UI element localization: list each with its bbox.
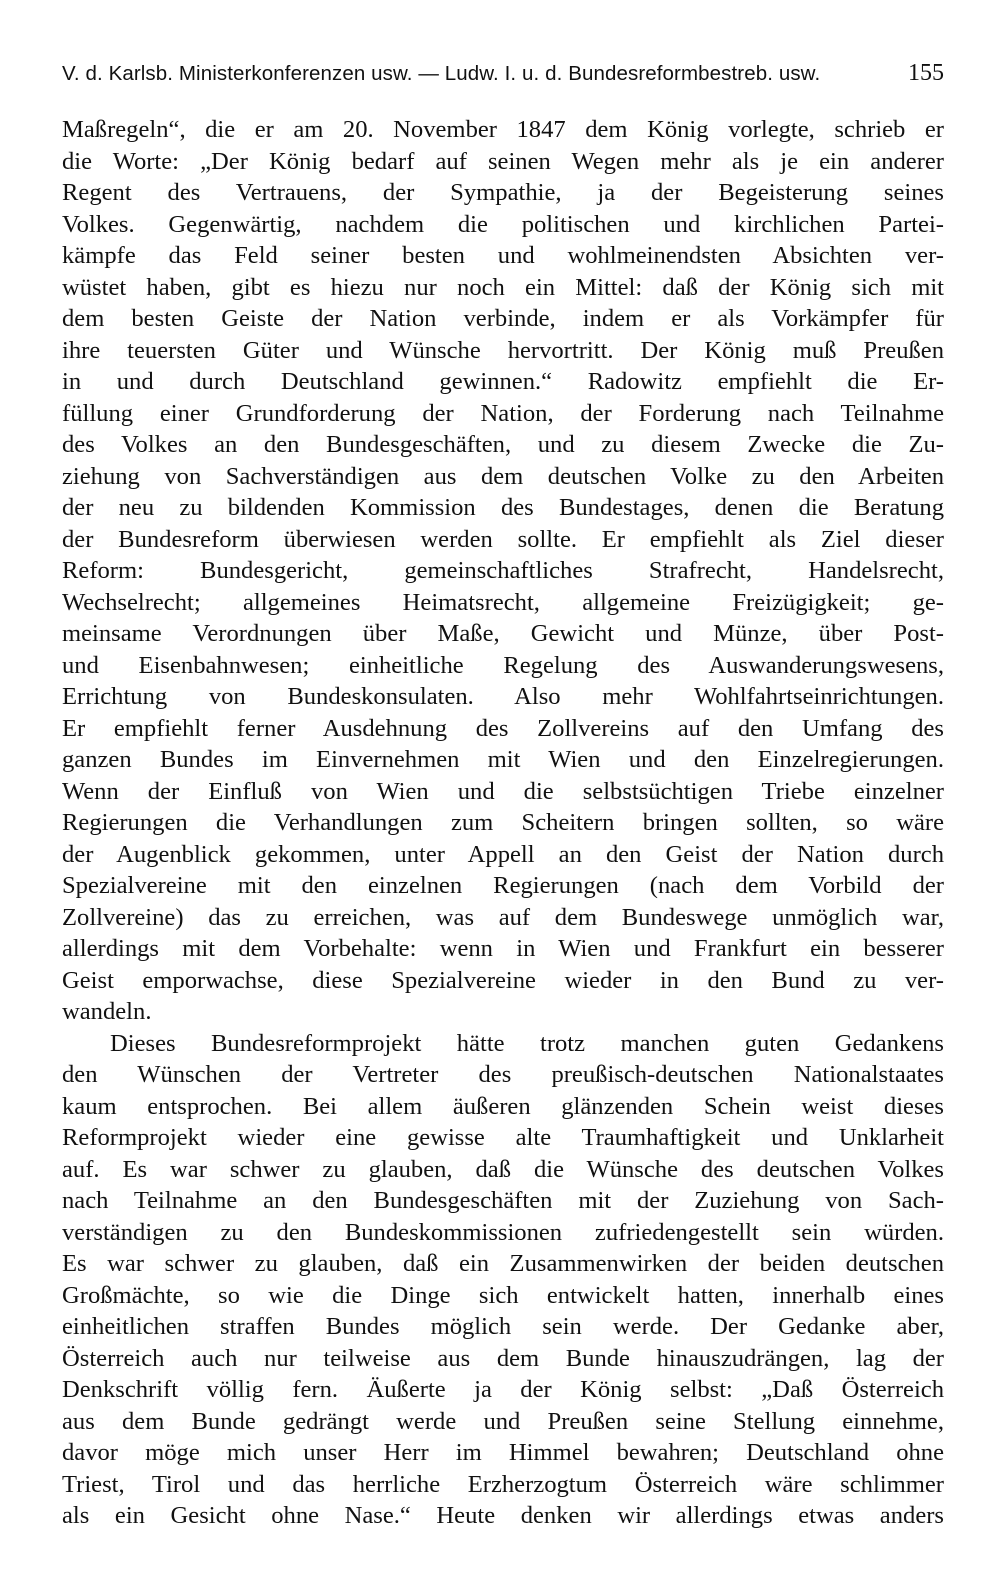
text-line: der Bundesreform überwiesen werden sollte. Er empfiehlt als Ziel dieser (62, 525, 944, 553)
text-line: Maßregeln“, die er am 20. November 1847 dem König vorlegte, schrieb er (62, 116, 944, 143)
text-line: füllung einer Grundforderung der Nation, der Forderung nach Teilnahme (62, 399, 944, 427)
text-line: der Augenblick gekommen, unter Appell an den Geist der Nation durch (62, 840, 944, 868)
text-line: Reform: Bundesgericht, gemeinschaftliches Strafrecht, Handelsrecht, (62, 557, 944, 584)
text-line: Wenn der Einfluß von Wien und die selbstsüchtigen Triebe einzelner (62, 777, 944, 805)
text-line: einheitlichen straffen Bundes möglich sein werde. Der Gedanke aber, (62, 1313, 944, 1340)
text-line: Österreich auch nur teilweise aus dem Bunde hinauszudrängen, lag der (62, 1344, 944, 1372)
text-line: ihre teuersten Güter und Wünsche hervortritt. Der König muß Preußen (62, 336, 944, 364)
text-line: Errichtung von Bundeskonsulaten. Also mehr Wohlfahrtseinrichtungen. (62, 683, 944, 710)
text-line: den Wünschen der Vertreter des preußisch-deutschen Nationalstaates (62, 1061, 944, 1088)
text-line: Es war schwer zu glauben, daß ein Zusammenwirken der beiden deutschen (62, 1250, 944, 1277)
text-line: Regierungen die Verhandlungen zum Scheitern bringen sollten, so wäre (62, 809, 944, 836)
text-line: aus dem Bunde gedrängt werde und Preußen seine Stellung einnehme, (62, 1407, 944, 1435)
text-line: kaum entsprochen. Bei allem äußeren glänzenden Schein weist dieses (62, 1092, 944, 1120)
text-line: wandeln. (62, 998, 152, 1025)
text-line: und Eisenbahnwesen; einheitliche Regelung des Auswanderungswesens, (62, 651, 944, 679)
running-header (62, 60, 942, 100)
text-line: verständigen zu den Bundeskommissionen zufriedengestellt sein würden. (62, 1218, 944, 1246)
text-line: davor möge mich unser Herr im Himmel bewahren; Deutschland ohne (62, 1439, 944, 1466)
text-line: dem besten Geiste der Nation verbinde, indem er als Vorkämpfer für (62, 305, 944, 332)
paragraph-2 (62, 1028, 944, 1532)
text-line: Spezialvereine mit den einzelnen Regierungen (nach dem Vorbild der (62, 872, 944, 899)
text-line: Volkes. Gegenwärtig, nachdem die politischen und kirchlichen Partei- (62, 210, 944, 238)
text-line: meinsame Verordnungen über Maße, Gewicht und Münze, über Post- (62, 620, 944, 647)
text-line: wüstet haben, gibt es hiezu nur noch ein Mittel: daß der König sich mit (62, 273, 944, 301)
text-line: Dieses Bundesreformprojekt hätte trotz manchen guten Gedankens (110, 1029, 944, 1057)
text-line: der neu zu bildenden Kommission des Bundestages, denen die Beratung (62, 494, 944, 521)
text-line: des Volkes an den Bundesgeschäften, und zu diesem Zwecke die Zu- (62, 431, 944, 458)
text-line: in und durch Deutschland gewinnen.“ Radowitz empfiehlt die Er- (62, 368, 944, 395)
text-line: Er empfiehlt ferner Ausdehnung des Zollvereins auf den Umfang des (62, 714, 944, 742)
text-body (62, 114, 944, 1532)
text-line: nach Teilnahme an den Bundesgeschäften mit der Zuziehung von Sach- (62, 1187, 944, 1214)
paragraph-1 (62, 114, 944, 1028)
text-line: ziehung von Sachverständigen aus dem deutschen Volke zu den Arbeiten (62, 462, 944, 490)
text-line: Wechselrecht; allgemeines Heimatsrecht, allgemeine Freizügigkeit; ge- (62, 588, 944, 616)
text-line: Triest, Tirol und das herrliche Erzherzogtum Österreich wäre schlimmer (62, 1470, 944, 1498)
text-line: Reformprojekt wieder eine gewisse alte Traumhaftigkeit und Unklarheit (62, 1124, 944, 1151)
text-line: Denkschrift völlig fern. Äußerte ja der König selbst: „Daß Österreich (62, 1376, 944, 1403)
text-line: die Worte: „Der König bedarf auf seinen Wegen mehr als je ein anderer (62, 147, 944, 175)
text-line: auf. Es war schwer zu glauben, daß die Wünsche des deutschen Volkes (62, 1155, 944, 1183)
text-line: Regent des Vertrauens, der Sympathie, ja der Begeisterung seines (62, 179, 944, 206)
text-line: allerdings mit dem Vorbehalte: wenn in Wien und Frankfurt ein besserer (62, 935, 944, 962)
text-line: ganzen Bundes im Einvernehmen mit Wien und den Einzelregierungen. (62, 746, 944, 773)
page-number: 155 (908, 60, 944, 86)
text-line: Geist emporwachse, diese Spezialvereine wieder in den Bund zu ver- (62, 966, 944, 994)
text-line: als ein Gesicht ohne Nase.“ Heute denken wir allerdings etwas anders (62, 1502, 944, 1529)
text-line: Großmächte, so wie die Dinge sich entwickelt hatten, innerhalb eines (62, 1281, 944, 1309)
text-line: Zollvereine) das zu erreichen, was auf dem Bundeswege unmöglich war, (62, 903, 944, 931)
text-line: kämpfe das Feld seiner besten und wohlmeinendsten Absichten ver- (62, 242, 944, 269)
running-head-title: V. d. Karlsb. Ministerkonferenzen usw. — Ludw. I. u. d. Bundesreformbestreb. usw. (62, 62, 821, 85)
